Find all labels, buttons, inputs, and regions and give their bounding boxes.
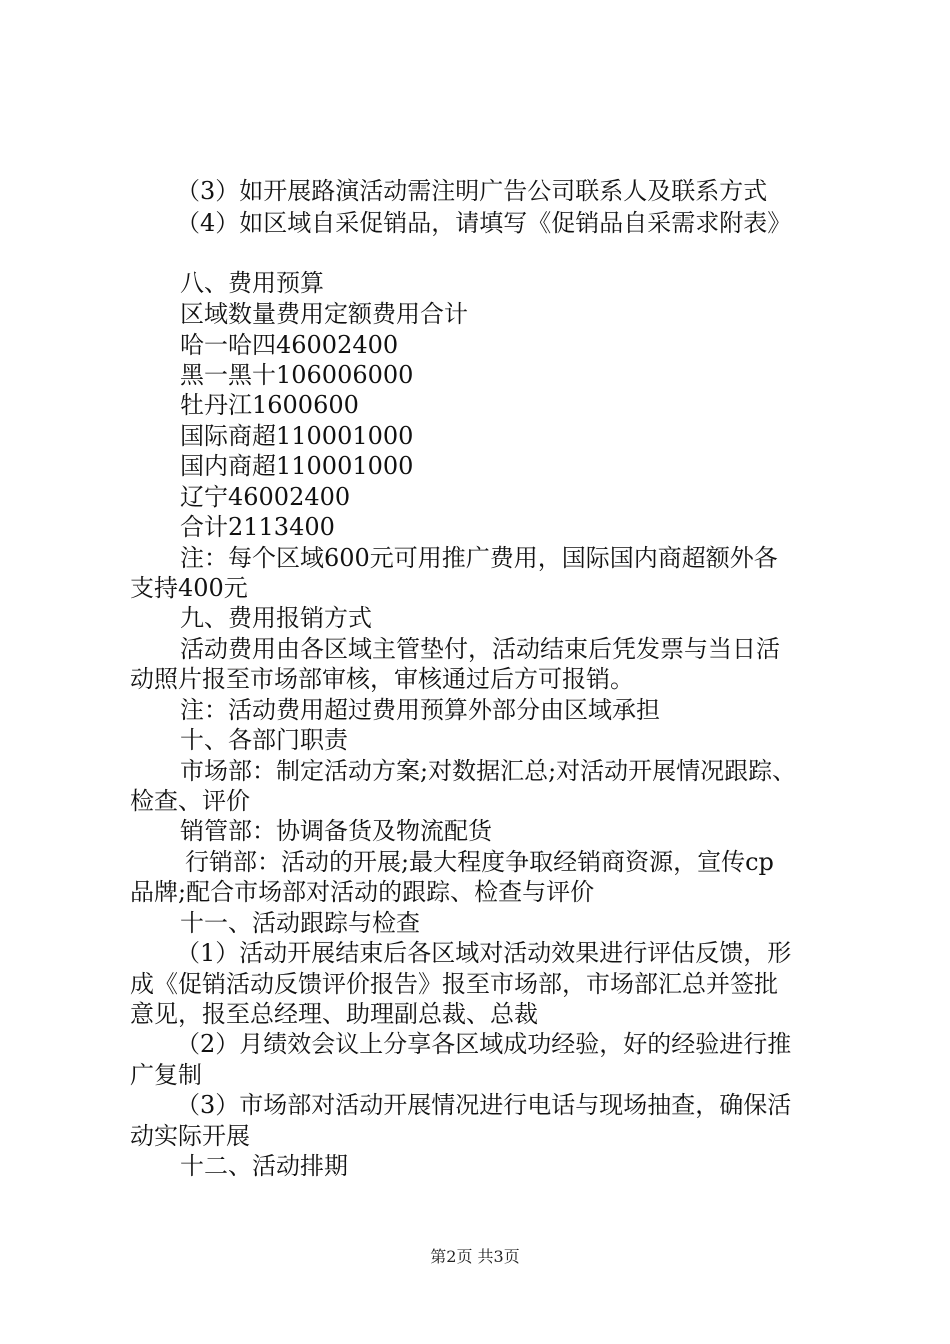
paragraph-line: （3）市场部对活动开展情况进行电话与现场抽查，确保活 (176, 1091, 792, 1119)
page-footer: 第2页 共3页 (430, 1247, 520, 1266)
note-text: 支持400元 (130, 574, 248, 602)
budget-row: 哈一哈四46002400 (180, 331, 399, 359)
section-heading: 九、费用报销方式 (180, 604, 372, 632)
paragraph-line: 意见，报至总经理、助理副总裁、总裁 (130, 1000, 538, 1028)
paragraph-line: 行销部：活动的开展;最大程度争取经销商资源，宣传cp (185, 848, 774, 876)
text-line: （3）如开展路演活动需注明广告公司联系人及联系方式 (176, 177, 768, 205)
paragraph-line: 检查、评价 (130, 787, 250, 815)
paragraph-line: 市场部：制定活动方案;对数据汇总;对活动开展情况跟踪、 (180, 757, 797, 785)
budget-row: 国际商超110001000 (180, 422, 414, 450)
text-line: （4）如区域自采促销品，请填写《促销品自采需求附表》 (176, 209, 792, 237)
budget-row: 牡丹江1600600 (180, 391, 359, 419)
paragraph-line: （1）活动开展结束后各区域对活动效果进行评估反馈，形 (176, 939, 792, 967)
paragraph-line: 品牌;配合市场部对活动的跟踪、检查与评价 (130, 878, 595, 906)
paragraph-line: 活动费用由各区域主管垫付，活动结束后凭发票与当日活 (180, 635, 780, 663)
budget-row: 辽宁46002400 (180, 483, 351, 511)
section-heading: 十一、活动跟踪与检查 (180, 909, 420, 937)
budget-total: 合计2113400 (180, 513, 335, 541)
paragraph-line: 动照片报至市场部审核，审核通过后方可报销。 (130, 665, 634, 693)
section-heading: 八、费用预算 (180, 269, 324, 297)
budget-row: 黑一黑十106006000 (180, 361, 414, 389)
paragraph-line: 销管部：协调备货及物流配货 (180, 817, 492, 845)
section-heading: 十、各部门职责 (180, 726, 348, 754)
paragraph-line: 成《促销活动反馈评价报告》报至市场部，市场部汇总并签批 (130, 970, 778, 998)
note-text: 注：活动费用超过费用预算外部分由区域承担 (180, 696, 660, 724)
section-heading: 十二、活动排期 (180, 1152, 348, 1180)
paragraph-line: 动实际开展 (130, 1122, 250, 1150)
budget-table-header: 区域数量费用定额费用合计 (180, 300, 468, 328)
paragraph-line: 广复制 (130, 1061, 202, 1089)
note-text: 注：每个区域600元可用推广费用，国际国内商超额外各 (180, 544, 778, 572)
budget-row: 国内商超110001000 (180, 452, 414, 480)
paragraph-line: （2）月绩效会议上分享各区域成功经验，好的经验进行推 (176, 1030, 792, 1058)
